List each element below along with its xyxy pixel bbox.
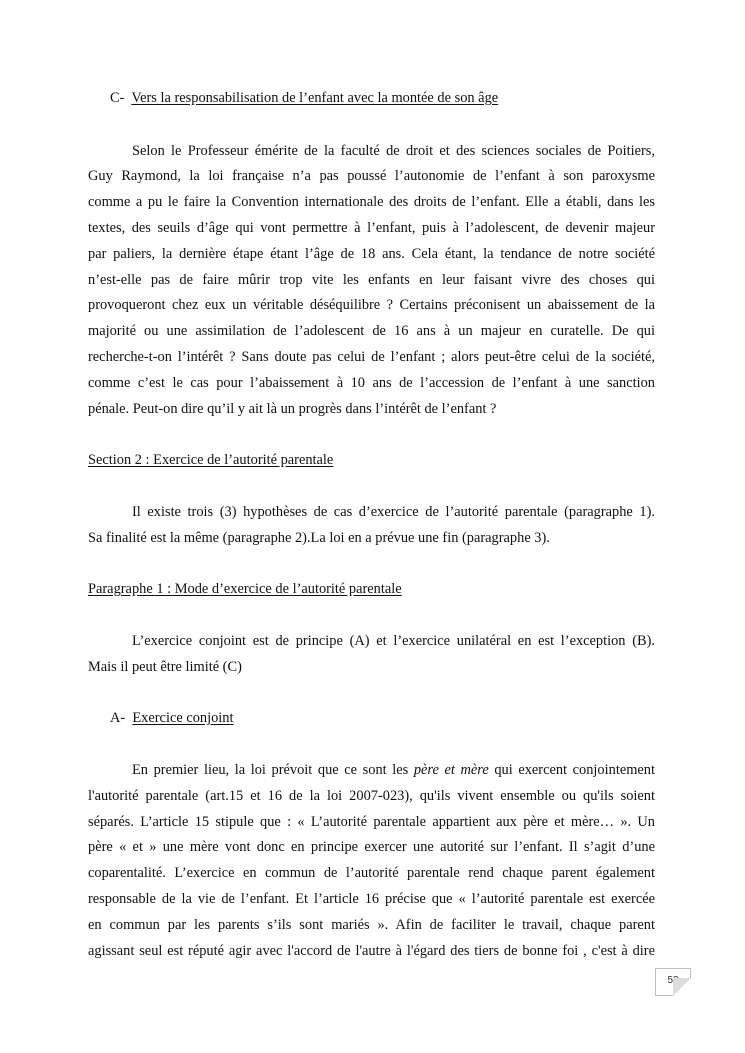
paragraph-line: comme c’est le cas pour l’abaissement à 10 ans de l’accession de l’enfant à une sanction xyxy=(88,375,655,391)
page-number: 53 xyxy=(667,975,679,986)
heading-marker: A- xyxy=(110,710,126,726)
paragraph-line: recherche-t-on l’intérêt ? Sans doute pas celui de l’enfant ; alors peut-être celui de la société, xyxy=(88,349,655,365)
paragraph-line: père « et » une mère vont donc en principe exercer une autorité sur l’enfant. Il s’agit d’une xyxy=(88,839,655,855)
paragraph-line xyxy=(132,761,655,779)
paragraph-line: n’est-elle pas de faire mûrir trop vite les enfants en leur faisant vivre des choses qui xyxy=(88,272,655,288)
paragraph-line: provoqueront chez eux un véritable déséquilibre ? Certains préconisent un abaissement de la xyxy=(88,297,655,313)
paragraph-line: L’exercice conjoint est de principe (A) et l’exercice unilatéral en est l’exception (B). xyxy=(132,633,655,649)
emphasis-text: père et mère xyxy=(413,762,489,778)
paragraph-line: Guy Raymond, la loi française n’a pas poussé l’autonomie de l’enfant à son paroxysme xyxy=(88,168,655,184)
text-run: qui exercent conjointement xyxy=(488,762,655,778)
paragraph-line: séparés. L’article 15 stipule que : « L’autorité parentale appartient aux père et mère… ». Un xyxy=(88,814,655,830)
subsection-heading-c xyxy=(110,89,677,107)
paragraph-line: en commun par les parents s’ils sont mariés ». Afin de faciliter le travail, chaque parent xyxy=(88,917,655,933)
page-curl-icon xyxy=(673,978,691,996)
section-heading: Section 2 : Exercice de l’autorité parentale xyxy=(88,452,334,468)
paragraph-line: Sa finalité est la même (paragraphe 2).La loi en a prévue une fin (paragraphe 3). xyxy=(88,530,550,546)
text-run: En premier lieu, la loi prévoit que ce sont les xyxy=(132,762,414,778)
paragraph-line: l'autorité parentale (art.15 et 16 de la loi 2007-023), qu'ils vivent ensemble ou qu'ils soient xyxy=(88,788,655,804)
paragraph-line: majorité ou une assimilation de l’adolescent de 16 ans à un majeur en curatelle. De qui xyxy=(88,323,655,339)
heading-title: Exercice conjoint xyxy=(132,710,234,726)
paragraph-line: Selon le Professeur émérite de la faculté de droit et des sciences sociales de Poitiers, xyxy=(132,143,655,159)
paragraph-line: coparentalité. L’exercice en commun de l’autorité parentale rend chaque parent également xyxy=(88,865,655,881)
paragraph-line: Il existe trois (3) hypothèses de cas d’exercice de l’autorité parentale (paragraphe 1). xyxy=(132,504,655,520)
paragraph-line: par paliers, la dernière étape étant l’âge de 18 ans. Cela étant, la tendance de notre société xyxy=(88,246,655,262)
heading-marker: C- xyxy=(110,90,125,106)
paragraph-line: agissant seul est réputé agir avec l'accord de l'autre à l'égard des tiers de bonne foi , c'est à dire xyxy=(88,943,655,959)
paragraph-line: Mais il peut être limité (C) xyxy=(88,659,242,675)
paragraph-line: comme a pu le faire la Convention internationale des droits de l’enfant. Elle a établi, dans les xyxy=(88,194,655,210)
paragraph-line: responsable de la vie de l’enfant. Et l’article 16 précise que « l’autorité parentale est exercée xyxy=(88,891,655,907)
subsection-heading-a xyxy=(110,709,677,727)
paragraph-line: pénale. Peut-on dire qu’il y ait là un progrès dans l’intérêt de l’enfant ? xyxy=(88,401,497,417)
page-number-box xyxy=(655,968,691,996)
paragraph-heading: Paragraphe 1 : Mode d’exercice de l’autorité parentale xyxy=(88,581,402,597)
heading-title: Vers la responsabilisation de l’enfant avec la montée de son âge xyxy=(131,90,499,106)
paragraph-line: textes, des seuils d’âge qui vont permettre à l’enfant, puis à l’adolescent, de devenir majeur xyxy=(88,220,655,236)
